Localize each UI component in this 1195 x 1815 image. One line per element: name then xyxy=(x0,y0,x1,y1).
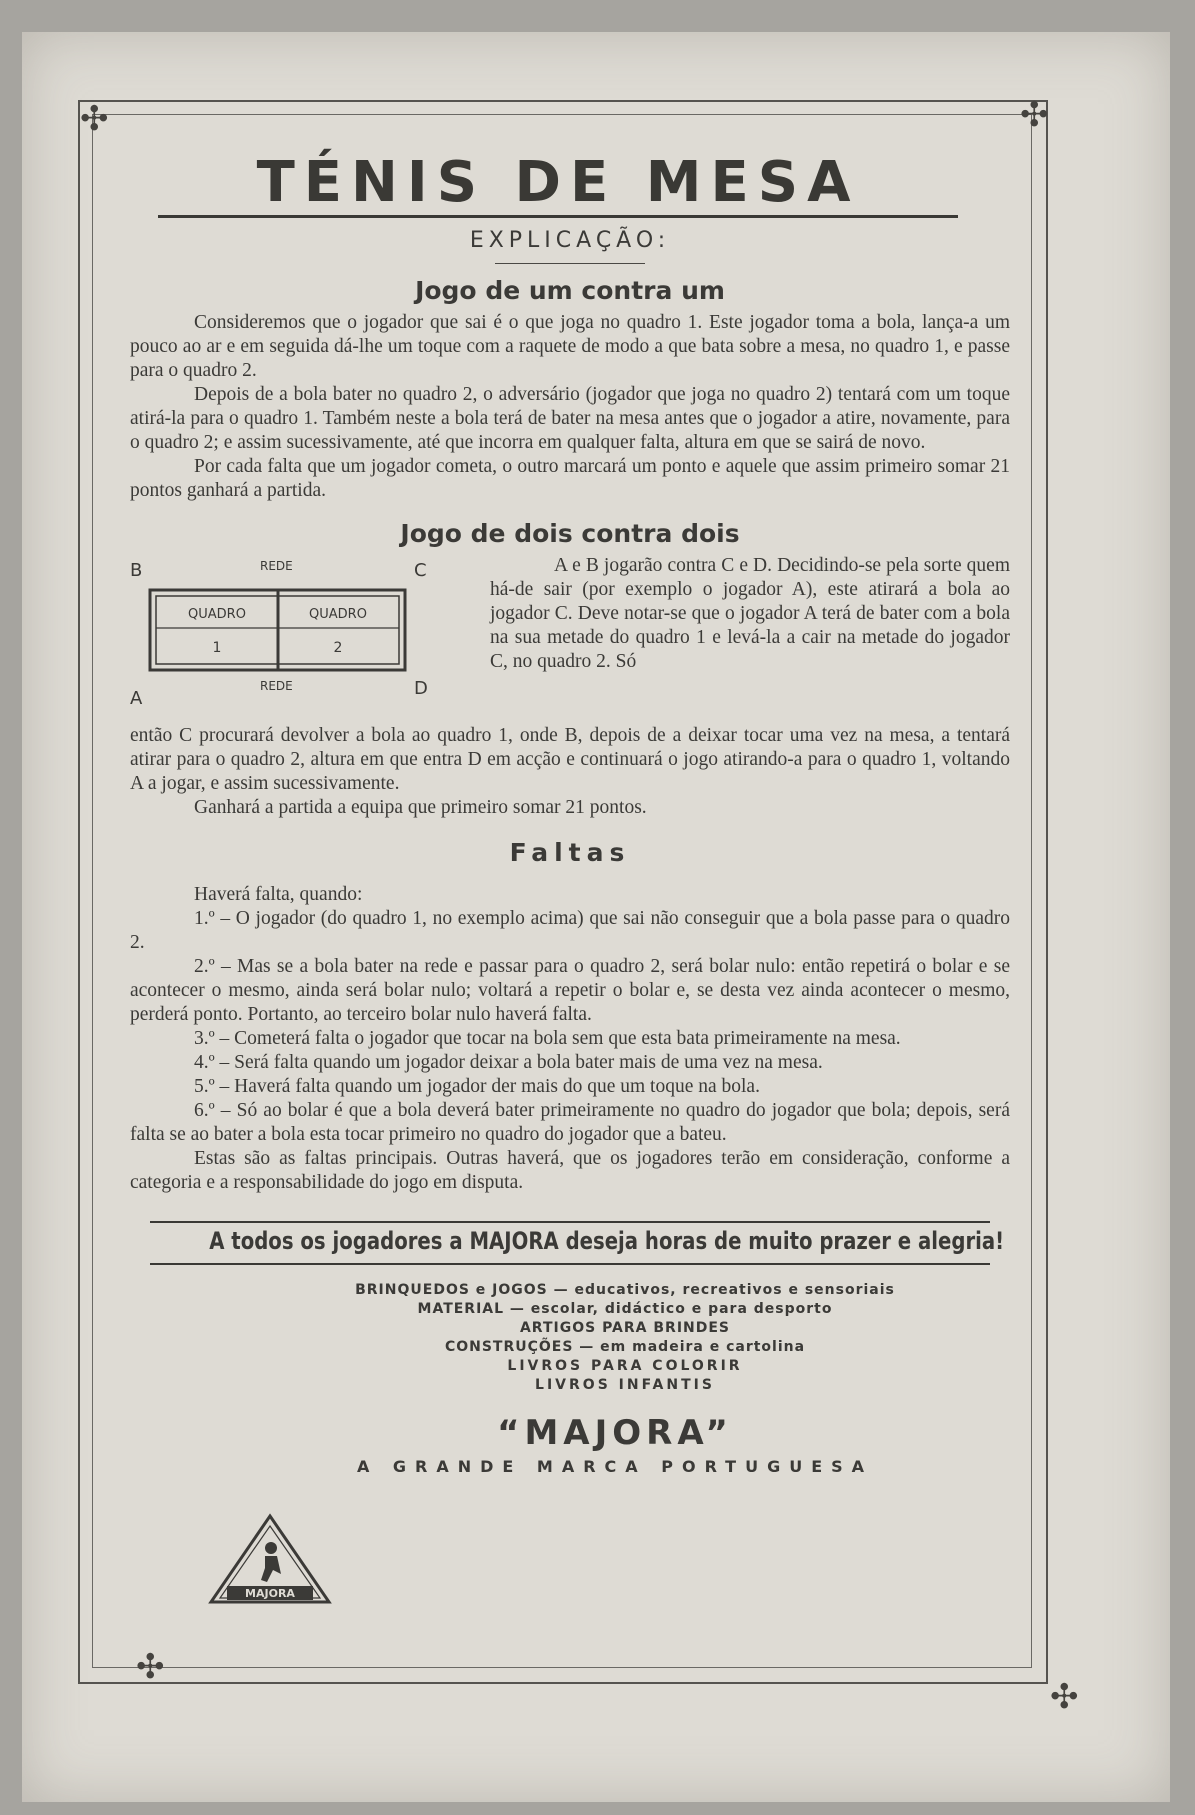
corner-ornament-icon: ✣ xyxy=(80,99,109,139)
side-column xyxy=(490,554,1010,724)
section-heading: Faltas xyxy=(509,838,631,867)
product-list xyxy=(240,1281,1010,1395)
cell-right-label: QUADRO xyxy=(309,607,367,622)
paragraph: A e B jogarão contra C e D. Decidindo-se pela sorte quem há-de sair (por exemplo o jogador A), este atirará a bola ao jogador C. Deve notar-se que o jogador A terá de bater com a bola na sua metade do quadro 1 e levá-la a cair na metade do jogador C, no quadro 2. Só xyxy=(490,555,1010,672)
net-label-bottom: REDE xyxy=(260,679,293,693)
logo-triangle-icon xyxy=(205,1508,335,1618)
corner-label-b: B xyxy=(130,560,143,581)
corner-label-d: D xyxy=(414,678,428,699)
paragraph: Estas são as faltas principais. Outras haverá, que os jogadores terão em consideração, conforme a categoria e a responsabilidade do jogo em disputa. xyxy=(130,1148,1010,1193)
slogan: A todos os jogadores a MAJORA deseja horas de muito prazer e alegria! xyxy=(209,1227,1005,1255)
product-line: LIVROS PARA COLORIR xyxy=(507,1358,743,1374)
corner-ornament-icon: ✣ xyxy=(1050,1677,1079,1717)
table-diagram-svg xyxy=(130,554,470,724)
product-line: BRINQUEDOS e JOGOS — educativos, recreativos e sensoriais xyxy=(355,1282,895,1298)
two-column-block xyxy=(130,554,1010,724)
product-line: MATERIAL — escolar, didáctico e para desporto xyxy=(417,1301,833,1317)
brand-tagline: A GRANDE MARCA PORTUGUESA xyxy=(356,1457,874,1476)
majora-logo xyxy=(205,1508,335,1618)
table-diagram xyxy=(130,554,470,724)
product-line: ARTIGOS PARA BRINDES xyxy=(519,1320,731,1336)
corner-label-a: A xyxy=(130,688,143,709)
net-label-top: REDE xyxy=(260,559,293,573)
paragraph: Por cada falta que um jogador cometa, o outro marcará um ponto e aquele que assim primeiro somar 21 pontos ganhará a partida. xyxy=(130,456,1010,501)
paragraph: então C procurará devolver a bola ao quadro 1, onde B, depois de a deixar tocar uma vez na mesa, a tentará atirar para o quadro 2, altura em que entra D em acção e continuará o jogo atirando-a para o quadro 1, voltando A a jogar, e assim sucessivamente. xyxy=(130,725,1010,794)
corner-ornament-icon: ✣ xyxy=(1020,95,1049,135)
cell-right-number: 2 xyxy=(333,640,343,656)
section-heading: Jogo de dois contra dois xyxy=(400,519,740,548)
list-item: 4.º – Será falta quando um jogador deixar a bola bater mais de uma vez na mesa. xyxy=(194,1052,823,1073)
logo-text: MAJORA xyxy=(245,1587,295,1600)
list-item: 2.º – Mas se a bola bater na rede e passar para o quadro 2, será bolar nulo: então repetirá o bolar e se acontecer o mesmo, ainda será bolar nulo; voltará a repetir o bolar e, se desta vez ainda acontecer o mesmo, perderá ponto. Portanto, ao terceiro bolar nulo haverá falta. xyxy=(130,956,1010,1025)
page-title: TÉNIS DE MESA xyxy=(158,150,958,218)
footer-rule-top xyxy=(150,1221,990,1223)
brand-name: “MAJORA” xyxy=(497,1413,733,1453)
paragraph: Haverá falta, quando: xyxy=(194,884,363,905)
section-heading: Jogo de um contra um xyxy=(415,276,725,305)
cell-left-number: 1 xyxy=(212,640,222,656)
product-line: CONSTRUÇÕES — em madeira e cartolina xyxy=(444,1339,806,1355)
paragraph: Consideremos que o jogador que sai é o que joga no quadro 1. Este jogador toma a bola, lança-a um pouco ao ar e em seguida dá-lhe um toque com a raquete de modo a que bata sobre a mesa, no quadro 1, e passe para o quadro 2. xyxy=(130,312,1010,381)
corner-ornament-icon: ✣ xyxy=(136,1647,165,1687)
section2-continuation xyxy=(130,724,1010,820)
list-item: 3.º – Cometerá falta o jogador que tocar na bola sem que esta bata primeiramente na mesa. xyxy=(194,1028,901,1049)
cell-left-label: QUADRO xyxy=(188,607,246,622)
list-item: 5.º – Haverá falta quando um jogador der mais do que um toque na bola. xyxy=(194,1076,760,1097)
page-subtitle: EXPLICAÇÃO: xyxy=(469,228,671,253)
corner-label-c: C xyxy=(414,560,427,581)
paragraph: Ganhará a partida a equipa que primeiro somar 21 pontos. xyxy=(194,797,647,818)
product-line: LIVROS INFANTIS xyxy=(535,1377,715,1393)
list-item: 1.º – O jogador (do quadro 1, no exemplo acima) que sai não conseguir que a bola passe para o quadro 2. xyxy=(130,908,1010,953)
subtitle-rule xyxy=(495,263,645,264)
footer-rule-bottom xyxy=(150,1263,990,1265)
paragraph: Depois de a bola bater no quadro 2, o adversário (jogador que joga no quadro 2) tentará com um toque atirá-la para o quadro 1. Também neste a bola terá de bater na mesa antes que o jogador a atire, novamente, para o quadro 2; e assim sucessivamente, até que incorra em qualquer falta, altura em que se sairá de novo. xyxy=(130,384,1010,453)
document-content xyxy=(130,120,1010,1476)
list-item: 6.º – Só ao bolar é que a bola deverá bater primeiramente no quadro do jogador que bola; depois, será falta se ao bater a bola esta tocar primeiro no quadro do jogador que a bateu. xyxy=(130,1100,1010,1145)
